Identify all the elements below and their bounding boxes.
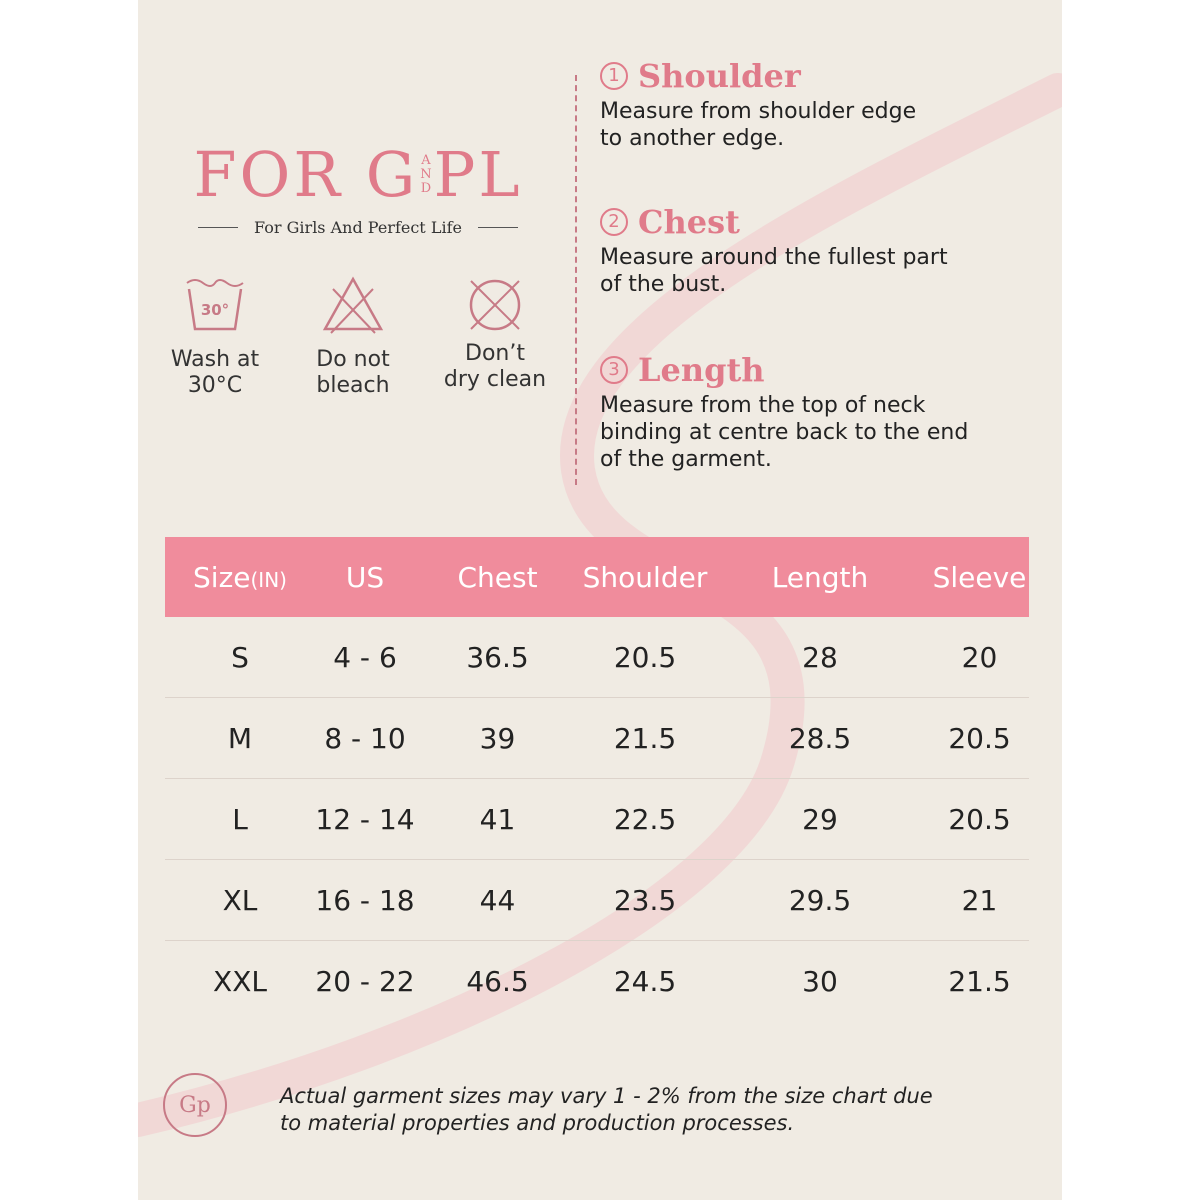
tagline: For Girls And Perfect Life [254,218,462,237]
cell-length: 30 [802,964,838,998]
care-dry-clean [430,275,560,393]
brand-seal: Gp [163,1073,227,1137]
logo-wordmark [178,140,538,210]
header-size [165,561,315,594]
header-us: US [345,560,385,594]
cell-sleeve: 20 [961,640,998,674]
tagline-row [178,218,538,237]
guide-line: Measure from the top of neck [600,393,926,418]
cell-shoulder: 20.5 [613,640,677,674]
care-label-line: Do not [316,347,390,372]
guide-description [600,392,1040,473]
guide-line: of the garment. [600,447,772,472]
tagline-rule [198,227,238,228]
guide-line: binding at centre back to the end [600,420,969,445]
cell-chest: 41 [479,802,516,836]
guide-length [600,350,1040,473]
dashed-divider [575,75,577,485]
guide-description [600,98,1040,152]
guide-line: Measure from shoulder edge [600,99,917,124]
no-dry-clean-icon [463,275,527,337]
cell-chest: 46.5 [466,964,529,998]
guide-line: Measure around the fullest part [600,245,948,270]
cell-us: 12 - 14 [315,802,415,836]
guide-description [600,244,1040,298]
wash-30-icon [183,275,247,337]
step-number: 2 [600,208,628,236]
cell-chest: 44 [479,883,516,917]
cell-shoulder: 22.5 [613,802,677,836]
care-label-line: Wash at [170,347,260,372]
size-chart-card [138,0,1062,1200]
table-row [165,941,1029,1021]
cell-sleeve: 21.5 [948,964,1011,998]
cell-length: 29 [802,802,838,836]
guide-title [600,350,1040,390]
guide-title-text: Chest [638,203,740,241]
cell-size: XXL [213,964,267,998]
care-label [430,341,560,393]
care-label-line: Don’t [465,341,525,366]
size-disclaimer [280,1083,1040,1137]
cell-us: 4 - 6 [333,640,397,674]
cell-sleeve: 21 [961,883,998,917]
header-size-label: Size [193,560,251,594]
cell-size: L [232,802,248,836]
guide-title [600,202,1040,242]
disclaimer-line: to material properties and production processes. [280,1111,795,1135]
cell-sleeve: 20.5 [948,802,1011,836]
logo-and-letter: D [420,181,432,196]
logo-and-letter: N [420,167,432,182]
table-row [165,860,1029,941]
cell-us: 20 - 22 [315,964,415,998]
cell-size: M [227,721,253,755]
cell-length: 28.5 [788,721,852,755]
cell-size: XL [222,883,258,917]
table-row [165,617,1029,698]
cell-us: 16 - 18 [315,883,415,917]
disclaimer-line: Actual garment sizes may vary 1 - 2% from the size chart due [280,1084,933,1108]
cell-shoulder: 21.5 [613,721,677,755]
cell-chest: 36.5 [466,640,529,674]
size-table [165,537,1029,1021]
care-wash [150,275,280,399]
care-label-line: bleach [316,373,390,398]
guide-chest [600,202,1040,298]
guide-shoulder [600,56,1040,152]
guide-title-text: Length [638,351,765,389]
care-label [288,347,418,399]
cell-length: 28 [802,640,838,674]
care-label [150,347,280,399]
table-header [165,537,1029,617]
table-row [165,698,1029,779]
header-length: Length [771,560,869,594]
header-size-unit: (IN) [250,567,287,592]
care-label-line: dry clean [443,367,547,392]
wash-badge: 30° [200,301,230,319]
care-bleach [288,275,418,399]
brand-logo [178,140,538,237]
step-number: 3 [600,356,628,384]
no-bleach-icon [321,275,385,337]
logo-and [420,154,431,196]
cell-sleeve: 20.5 [948,721,1011,755]
cell-length: 29.5 [788,883,852,917]
cell-shoulder: 24.5 [613,964,677,998]
guide-line: to another edge. [600,126,785,151]
logo-part-1: FOR G [193,138,419,211]
care-label-line: 30°C [187,373,243,398]
logo-and-letter: A [421,153,431,168]
guide-title-text: Shoulder [638,57,801,95]
cell-chest: 39 [479,721,516,755]
tagline-rule [478,227,518,228]
header-shoulder: Shoulder [582,560,708,594]
cell-shoulder: 23.5 [613,883,677,917]
guide-line: of the bust. [600,272,727,297]
header-sleeve: Sleeve [932,560,1027,594]
table-row [165,779,1029,860]
logo-part-2: PL [433,138,523,211]
header-chest: Chest [457,560,538,594]
cell-size: S [231,640,249,674]
step-number: 1 [600,62,628,90]
cell-us: 8 - 10 [324,721,406,755]
guide-title [600,56,1040,96]
